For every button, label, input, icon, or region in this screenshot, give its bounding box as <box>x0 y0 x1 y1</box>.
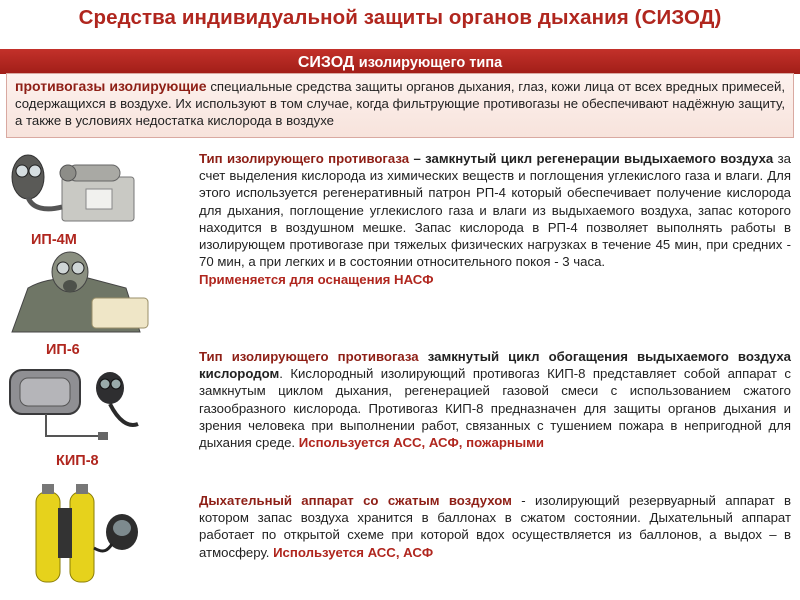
kip-8-image <box>6 364 156 446</box>
section3-lead: Дыхательный аппарат со сжатым воздухом <box>199 493 512 508</box>
kip-8-label: КИП-8 <box>56 453 99 469</box>
intro-box <box>6 73 794 138</box>
ip-6-label: ИП-6 <box>46 342 80 358</box>
breathing-apparatus-image <box>28 478 148 588</box>
intro-text: специальные средства защиты органов дыхания, глаз, кожи лица от всех вредных примесей, содержащихся в воздухе. Их используют в том случае, когда фильтрующие противогазы не обеспечивают надёжную защиту, а также в условиях недостатка кислорода в воздухе <box>15 79 785 128</box>
section1-application: Применяется для оснащения НАСФ <box>199 272 434 288</box>
section2-lead: Тип изолирующего противогаза <box>199 349 419 364</box>
ip-4m-image <box>6 147 146 227</box>
section3-application: Используется АСС, АСФ <box>273 544 434 560</box>
ip-4m-label: ИП-4М <box>31 232 77 248</box>
section2-application: Используется АСС, АСФ, пожарными <box>298 435 544 451</box>
section-breathing-apparatus <box>199 492 791 561</box>
section1-text: за счет выделения кислорода из химических веществ и поглощения углекислого газа и влаги. Для этого используется регенеративный патрон РП-4 который обеспечивает получение кислорода для дыхания, поглощение углекислого газа и влаги из выдыхаемого воздуха, запас которого находится в воздушном мешке. Запас кислорода в РП-4 позволяет выполнять работы в изолирующем противогазе при тяжелых физических нагрузках в течение 45 мин, при средних - 70 мин, а при легких и в состоянии относительного покоя - 3 часа. <box>199 151 791 270</box>
section3-text: - изолирующий резервуарный аппарат в котором запас воздуха хранится в баллонах в сжатом состоянии. Дыхательный аппарат работает по открытой схеме при которой вдох осуществляется из баллонов, а выдох – в атмосферу. <box>199 493 791 560</box>
section1-lead: Тип изолирующего противогаза <box>199 151 410 166</box>
band-sub: изолирующего типа <box>358 55 503 71</box>
section2-text: . Кислородный изолирующий противогаз КИП-8 представляет собой аппарат с замкнутым циклом дыхания, регенерацией газовой смеси с использованием сжатого газообразного кислорода. Противогаз КИП-8 предназначен для защиты органов дыхания и зрения человека при выполнении работ, связанных с тушением пожара в непригодной для дыхания среде. <box>199 366 791 451</box>
intro-highlight: противогазы изолирующие <box>15 78 207 94</box>
section-kip-8 <box>199 348 791 451</box>
section-ip-4m: Тип изолирующего противогаза – замкнутый цикл регенерации выдыхаемого воздуха за счет выделения кислорода из химических веществ и поглощения углекислого газа и влаги. Для этого используется регенеративный патрон РП-4 который обеспечивает получение кислорода для дыхания, поглощение углекислого газа и влаги из выдыхаемого воздуха, запас которого находится в воздушном мешке. Запас кислорода в РП-4 позволяет выполнять работы в изолирующем противогазе при тяжелых физических нагрузках в течение 45 мин, при средних - 70 мин, а при легких и в состоянии относительного покоя - 3 часа. Применяется для оснащения НАСФ <box>199 151 791 288</box>
band-main: СИЗОД <box>297 54 355 71</box>
section1-em: замкнутый цикл регенерации выдыхаемого воздуха <box>425 151 774 166</box>
section-band-title <box>0 54 800 72</box>
ip-6-image <box>8 248 168 336</box>
section2-em: замкнутый цикл обогащения выдыхаемого воздуха кислородом <box>199 349 791 382</box>
page-title: Средства индивидуальной защиты органов дыхания (СИЗОД) <box>78 6 722 29</box>
